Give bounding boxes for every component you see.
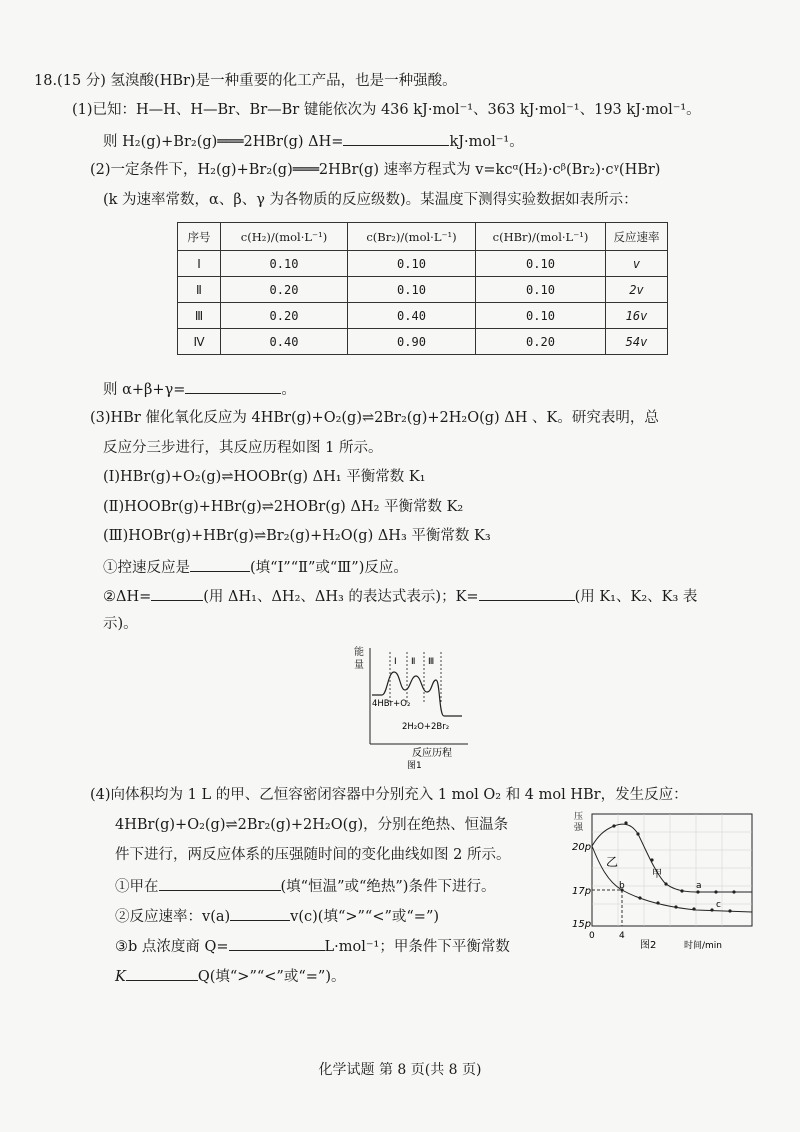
curve-label-jia: 甲 — [652, 869, 662, 880]
part2-sum-text: 则 α+β+γ= — [103, 382, 186, 398]
part4-line1: (4)向体积均为 1 L 的甲、乙恒容密闭容器中分别充入 1 mol O₂ 和 4 mol HBr，发生反应： — [90, 787, 688, 803]
part2-answer-line — [103, 378, 296, 400]
x-tick-label: 4 — [619, 931, 625, 941]
part4-q1-text: ①甲在 — [115, 879, 159, 895]
part4-q1 — [115, 875, 495, 897]
part4-q3-hint: L·mol⁻¹；甲条件下平衡常数 — [324, 939, 510, 955]
table-cell: Ⅰ — [178, 251, 221, 277]
part1-line2 — [103, 130, 524, 152]
part4-q4 — [115, 965, 345, 987]
figure-caption: 图2 — [640, 940, 657, 951]
pressure-time-figure — [566, 808, 758, 956]
part4-q4-hint: Q(填“>”“<”或“=”)。 — [197, 969, 346, 985]
answer-blank-dh[interactable] — [343, 130, 449, 146]
table-header-row — [178, 223, 668, 251]
table-cell: 0.90 — [348, 329, 476, 355]
table-cell: 0.10 — [476, 303, 606, 329]
table-header-cell: 反应速率 — [606, 223, 668, 251]
part4-q2 — [115, 905, 439, 927]
table-header-cell: 序号 — [178, 223, 221, 251]
table-cell: 0.40 — [221, 329, 348, 355]
part4-q2-hint: v(c)(填“>”“<”或“=”) — [290, 909, 440, 925]
table-cell: 0.20 — [221, 277, 348, 303]
rate-data-table — [177, 222, 668, 355]
table-cell: 0.10 — [476, 277, 606, 303]
part4-q1-hint: (填“恒温”或“绝热”)条件下进行。 — [280, 879, 496, 895]
part2-line1: (2)一定条件下，H₂(g)+Br₂(g)═══2HBr(g) 速率方程式为 v=kcᵅ(H₂)·cᵝ(Br₂)·cᵞ(HBr) — [90, 162, 661, 178]
table-cell: v — [606, 251, 668, 277]
table-header-cell: c(HBr)/(mol·L⁻¹) — [476, 223, 606, 251]
part3-q1-text: ①控速反应是 — [103, 560, 190, 576]
part3-q2-mid: (用 ΔH₁、ΔH₂、ΔH₃ 的表达式表示)；K= — [203, 589, 479, 605]
grid — [592, 814, 752, 926]
plot-frame — [592, 814, 752, 926]
x-tick-label: 0 — [589, 931, 595, 941]
part4-q4-k: K — [115, 969, 126, 985]
part4-line2: 4HBr(g)+O₂(g)⇌2Br₂(g)+2H₂O(g)，分别在绝热、恒温条 — [115, 817, 509, 833]
step-label: Ⅱ — [411, 657, 416, 667]
y-tick-label: 15p — [572, 919, 592, 930]
answer-blank-dh-expr[interactable] — [151, 585, 203, 601]
part1-enthalpy-text: 则 H₂(g)+Br₂(g)═══2HBr(g) ΔH= — [103, 134, 344, 150]
table-cell: 16v — [606, 303, 668, 329]
table-header-cell: c(H₂)/(mol·L⁻¹) — [221, 223, 348, 251]
table-row — [178, 329, 668, 355]
part4-q3-text: ③b 点浓度商 Q= — [115, 939, 229, 955]
table-cell: 0.10 — [348, 251, 476, 277]
answer-blank-rate-compare[interactable] — [230, 905, 290, 921]
figure-caption: 图1 — [407, 761, 422, 771]
part3-line2: 反应分三步进行，其反应历程如图 1 所示。 — [103, 440, 383, 456]
part2-period: 。 — [281, 382, 296, 398]
y-tick-label: 17p — [572, 886, 592, 897]
answer-blank-condition[interactable] — [159, 875, 281, 891]
part3-q1 — [103, 556, 408, 578]
part4-q2-text: ②反应速率：v(a) — [115, 909, 231, 925]
table-cell: 0.10 — [476, 251, 606, 277]
products-label: 2H₂O+2Br₂ — [402, 722, 450, 732]
part3-q2-text: ②ΔH= — [103, 589, 152, 605]
x-axis-label: 反应历程 — [412, 748, 452, 759]
table-cell: Ⅱ — [178, 277, 221, 303]
table-row — [178, 251, 668, 277]
part2-line2: (k 为速率常数，α、β、γ 为各物质的反应级数)。某温度下测得实验数据如表所示： — [103, 192, 638, 208]
part3-line1: (3)HBr 催化氧化反应为 4HBr(g)+O₂(g)⇌2Br₂(g)+2H₂O(g) ΔH 、K。研究表明，总 — [90, 410, 659, 426]
step-1: (Ⅰ)HBr(g)+O₂(g)⇌HOOBr(g) ΔH₁ 平衡常数 K₁ — [103, 469, 426, 485]
table-row — [178, 277, 668, 303]
step-label: Ⅲ — [428, 657, 435, 667]
step-label: Ⅰ — [394, 657, 397, 667]
table-cell: 0.10 — [348, 277, 476, 303]
curve-label-yi: 乙 — [606, 855, 619, 869]
table-cell: Ⅳ — [178, 329, 221, 355]
point-label-a: a — [696, 881, 702, 891]
y-tick-label: 20p — [572, 842, 592, 853]
energy-profile-figure — [350, 642, 480, 772]
table-cell: 0.40 — [348, 303, 476, 329]
answer-blank-q-value[interactable] — [229, 935, 325, 951]
part4-line3: 件下进行，两反应体系的压强随时间的变化曲线如图 2 所示。 — [115, 847, 511, 863]
answer-blank-rate-step[interactable] — [190, 556, 250, 572]
part4-q3 — [115, 935, 510, 957]
table-row — [178, 303, 668, 329]
part1-unit-text: kJ·mol⁻¹。 — [449, 134, 524, 150]
step-2: (Ⅱ)HOOBr(g)+HBr(g)⇌2HOBr(g) ΔH₂ 平衡常数 K₂ — [103, 499, 464, 515]
table-cell: 0.20 — [476, 329, 606, 355]
table-cell: 0.20 — [221, 303, 348, 329]
energy-curve — [372, 672, 462, 716]
part3-q1-hint: (填“Ⅰ”“Ⅱ”或“Ⅲ”)反应。 — [250, 560, 408, 576]
table-cell: 54v — [606, 329, 668, 355]
point-label-c: c — [716, 900, 721, 910]
table-cell: Ⅲ — [178, 303, 221, 329]
part3-q2 — [103, 585, 697, 607]
table-header-cell: c(Br₂)/(mol·L⁻¹) — [348, 223, 476, 251]
x-axis-label: 时间/min — [684, 941, 723, 951]
step-3: (Ⅲ)HOBr(g)+HBr(g)⇌Br₂(g)+H₂O(g) ΔH₃ 平衡常数 K₃ — [103, 528, 491, 544]
reactants-label: 4HBr+O₂ — [372, 699, 411, 709]
point-label-b: b — [619, 881, 625, 891]
answer-blank-order-sum[interactable] — [185, 378, 281, 394]
page-footer: 化学试题 第 8 页(共 8 页) — [318, 1062, 482, 1078]
y-axis-label: 能量 — [354, 647, 364, 671]
answer-blank-k-expr[interactable] — [479, 585, 575, 601]
part1-line1: (1)已知：H—H、H—Br、Br—Br 键能依次为 436 kJ·mol⁻¹、363 kJ·mol⁻¹、193 kJ·mol⁻¹。 — [72, 102, 701, 118]
part3-q2-line2: 示)。 — [103, 616, 138, 632]
table-cell: 2v — [606, 277, 668, 303]
data-markers — [612, 821, 735, 912]
y-axis-label: 压强 — [574, 812, 584, 833]
question-header: 18.(15 分) 氢溴酸(HBr)是一种重要的化工产品，也是一种强酸。 — [34, 73, 457, 89]
answer-blank-k-compare[interactable] — [126, 965, 198, 981]
table-cell: 0.10 — [221, 251, 348, 277]
part3-q2-hint: (用 K₁、K₂、K₃ 表 — [574, 589, 698, 605]
